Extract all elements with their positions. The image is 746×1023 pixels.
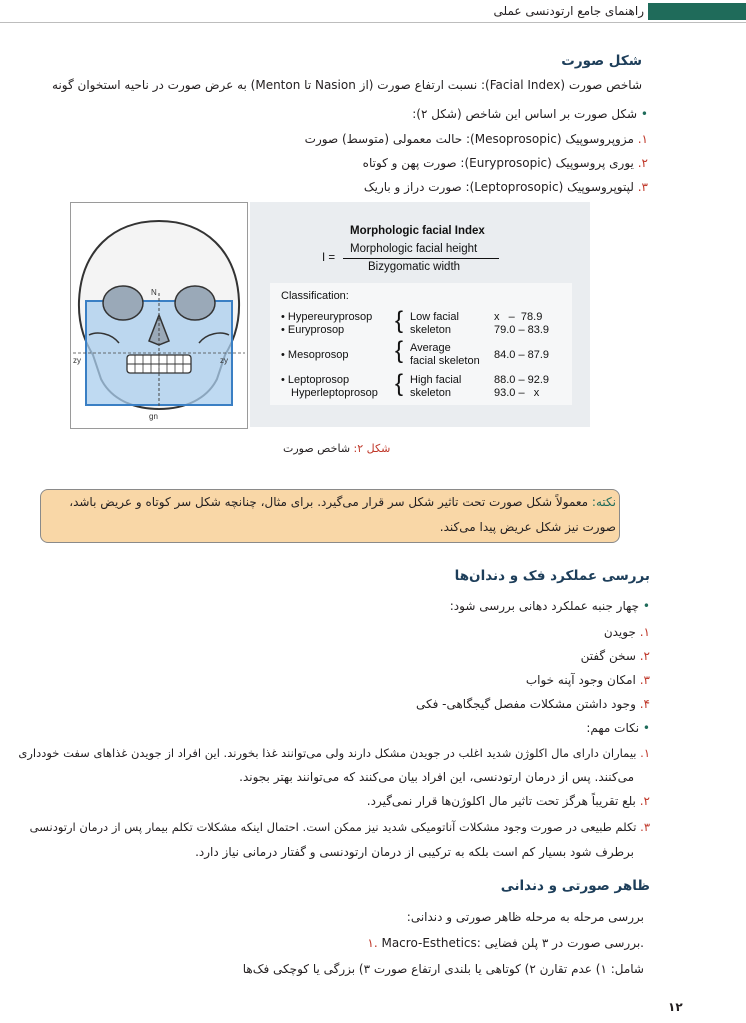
list-item (363, 154, 648, 172)
brace: { (395, 307, 404, 334)
bullet-text: شکل صورت بر اساس این شاخص (شکل ۲): (412, 107, 638, 121)
point-item: ۱. بیماران دارای مال اکلوژن شدید اغلب در جویدن مشکل دارند ولی می‌توانند غذا بخورند. این افراد از جویدن غذاهای سفت خودداری (18, 746, 650, 760)
classification-heading: Classification: (281, 290, 349, 302)
list-item (364, 178, 648, 196)
section-heading-face-shape: شکل صورت (561, 53, 642, 69)
appearance-intro: بررسی مرحله به مرحله ظاهر صورتی و دندانی: (406, 910, 644, 924)
bullet-dot: • (640, 107, 648, 121)
point-item: ۲. بلع تقریباً هرگز تحت تاثیر مال اکلوژن‌ها قرار نمی‌گیرد. (366, 794, 650, 808)
header-accent-bar (648, 3, 746, 20)
facial-index-definition: شاخص صورت (Facial Index): نسبت ارتفاع صورت (از Nasion تا Menton) به عرض صورت در ناحیه استخوان گونه (52, 78, 642, 92)
point-item-continuation: برطرف شود بسیار کم است بلکه به ترکیبی از درمان ارتودنسی و گفتار درمانی نیاز دارد. (195, 845, 634, 859)
classification-desc: Average (410, 342, 451, 354)
classification-desc: Low facial (410, 311, 459, 323)
section-heading-appearance: ظاهر صورتی و دندانی (500, 878, 650, 894)
classification-range: 79.0 – 83.9 (494, 324, 550, 336)
list-number: ۱. (637, 132, 648, 146)
running-header-title: راهنمای جامع ارتودنسی عملی (493, 4, 644, 18)
classification-desc: High facial (410, 374, 462, 386)
classification-type: • Mesoprosop (281, 349, 349, 361)
bullet-important-points (586, 719, 650, 737)
section-heading-function: بررسی عملکرد فک و دندان‌ها (454, 568, 650, 584)
bullet-text: نکات مهم: (586, 721, 640, 735)
figure-caption-text: شاخص صورت (283, 442, 354, 455)
list-number: ۲. (637, 156, 648, 170)
zygion-left-label: zy (73, 356, 81, 365)
list-item (305, 130, 648, 148)
note-label: نکته: (591, 495, 616, 509)
list-number: ۳. (637, 180, 648, 194)
classification-range: 88.0 – 92.9 (494, 374, 550, 386)
page-number: ۱۲ (668, 1000, 683, 1014)
classification-type: • Hypereuryprosop (281, 311, 373, 323)
bullet-dot: • (642, 599, 650, 613)
classification-desc: skeleton (410, 324, 451, 336)
list-item-detail: شامل: ۱) عدم تقارن ۲) کوتاهی یا بلندی ارتفاع صورت ۳) بزرگی یا کوچکی فک‌ها (242, 962, 644, 976)
list-text: مزوپروسوپیک (Mesoprosopic): حالت معمولی (متوسط) صورت (304, 132, 634, 146)
classification-desc: facial skeleton (410, 355, 480, 367)
formula-numerator: Morphologic facial height (350, 243, 478, 255)
classification-desc: skeleton (410, 387, 451, 399)
classification-type: • Leptoprosop (281, 374, 350, 386)
bullet-text: چهار جنبه عملکرد دهانی بررسی شود: (449, 599, 640, 613)
bullet-face-shape (412, 105, 648, 123)
list-text: یوری پروسوپیک (Euryprosopic): صورت پهن و کوتاه (362, 156, 634, 170)
figure-caption-label: شکل ۲: (353, 442, 391, 455)
note-text: معمولاً شکل صورت تحت تاثیر شکل سر قرار می‌گیرد. برای مثال، چنانچه شکل سر کوتاه و عریض باشد، (69, 495, 592, 509)
bullet-dot: • (642, 721, 650, 735)
list-item: ۳. امکان وجود آپنه خواب (525, 673, 650, 687)
formula-fraction-bar (343, 258, 499, 259)
skull-illustration (71, 203, 247, 428)
classification-range: 93.0 – x (494, 387, 540, 399)
brace: { (395, 337, 404, 364)
note-line-2: صورت نیز شکل عریض پیدا می‌کند. (439, 520, 616, 534)
list-text: لپتوپروسوپیک (Leptoprosopic): صورت دراز و باریک (363, 180, 634, 194)
formula-i-label: I = (322, 252, 336, 264)
classification-type: Hyperleptoprosop (291, 387, 378, 399)
list-item: ۱. Macro-Esthetics: بررسی صورت در ۳ پلن فضایی. (367, 936, 644, 950)
header-divider (0, 22, 746, 23)
formula-denominator: Bizygomatic width (368, 261, 461, 273)
classification-type: • Euryprosop (281, 324, 345, 336)
table-title: Morphologic facial Index (350, 225, 485, 237)
gnathion-label: gn (149, 412, 158, 421)
nasion-label: N (151, 288, 157, 297)
classification-range: x – 78.9 (494, 311, 543, 323)
zygion-right-label: zy (220, 356, 228, 365)
bullet-oral-function (450, 597, 650, 615)
skull-diagram (70, 202, 248, 429)
list-item: ۲. سخن گفتن (580, 649, 650, 663)
figure-caption (283, 442, 390, 455)
point-item: ۳. تکلم طبیعی در صورت وجود مشکلات آناتومیکی شدید نیز ممکن است. احتمال اینکه مشکلات تکلم بیمار پس از درمان ارتودنسی (29, 820, 650, 834)
brace: { (395, 370, 404, 397)
list-item: ۴. وجود داشتن مشکلات مفصل گیجگاهی- فکی (415, 697, 650, 711)
classification-range: 84.0 – 87.9 (494, 349, 550, 361)
note-line-1 (69, 493, 616, 511)
point-item-continuation: می‌کنند. پس از درمان ارتودنسی، این افراد بیان می‌کنند که می‌توانند بهتر بجوند. (239, 770, 634, 784)
list-item: ۱. جویدن (603, 625, 650, 639)
